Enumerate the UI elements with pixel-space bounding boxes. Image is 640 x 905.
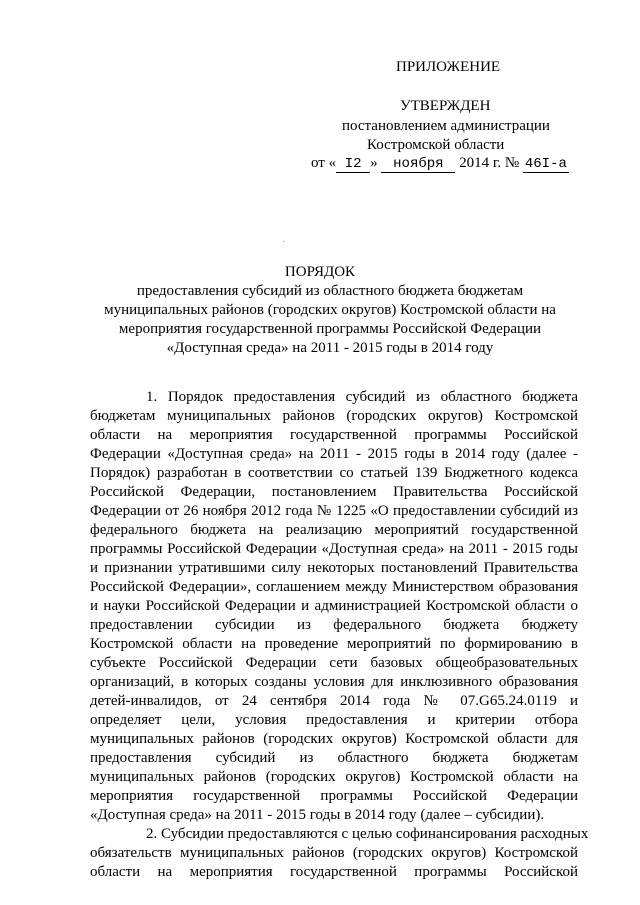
paragraph-line: федерального бюджета на реализацию мероприятий государственной bbox=[90, 522, 578, 538]
subtitle-line-1: предоставления субсидий из областного бюджета бюджетам bbox=[136, 283, 524, 299]
paragraph-line: муниципальных районов (городских округов) Костромской области для bbox=[90, 731, 578, 747]
paragraph-line: Федерации от 26 ноября 2012 года № 1225 «О предоставлении субсидий из bbox=[90, 503, 578, 519]
paragraph-line: области на мероприятия государственной программы Российской bbox=[90, 427, 578, 443]
paragraph-line: Российской Федерации, постановлением Правительства Российской bbox=[90, 484, 578, 500]
paragraph-line: «Доступная среда» на 2011 - 2015 годы в 2014 году (далее – субсидии). bbox=[90, 807, 545, 823]
paragraph-line: организаций, в которых созданы условия для инклюзивного образования bbox=[90, 674, 578, 690]
approval-line-2: Костромской области bbox=[367, 137, 505, 153]
paragraph-line: субъекте Российской Федерации сети базовых общеобразовательных bbox=[90, 655, 578, 671]
paragraph-line: 1. Порядок предоставления субсидий из областного бюджета bbox=[146, 389, 578, 405]
scan-speck bbox=[283, 241, 284, 242]
approval-line-1: постановлением администрации bbox=[342, 118, 550, 134]
paragraph-line: 2. Субсидии предоставляются с целью софинансирования расходных bbox=[146, 826, 589, 842]
paragraph-line: Федерации «Доступная среда» на 2011 - 2015 годы в 2014 году (далее - bbox=[90, 446, 578, 462]
document-title: ПОРЯДОК bbox=[284, 264, 356, 280]
date-prefix: от « bbox=[311, 155, 337, 171]
appendix-label: ПРИЛОЖЕНИЕ bbox=[396, 59, 501, 75]
paragraph-line: Российской Федерации», соглашением между Министерством образования bbox=[90, 579, 578, 595]
paragraph-1 bbox=[90, 388, 578, 825]
paragraph-line: мероприятия государственной программы Российской Федерации bbox=[90, 788, 578, 804]
subtitle-line-4: «Доступная среда» на 2011 - 2015 годы в 2014 году bbox=[166, 340, 494, 356]
date-mid: » bbox=[370, 155, 378, 171]
paragraph-line: бюджетам муниципальных районов (городских округов) Костромской bbox=[90, 408, 578, 424]
paragraph-2 bbox=[90, 825, 589, 882]
date-month: ноября bbox=[381, 156, 455, 173]
paragraph-line: определяет цели, условия предоставления и критерии отбора bbox=[90, 712, 578, 728]
paragraph-line: предоставлении субсидии из федерального бюджета бюджету bbox=[90, 617, 578, 633]
subtitle-line-3: мероприятия государственной программы Российской Федерации bbox=[118, 321, 542, 337]
paragraph-line: обязательств муниципальных районов (городских округов) Костромской bbox=[90, 845, 578, 861]
document-number: 46I-а bbox=[524, 156, 567, 172]
paragraph-line: Порядок) разработан в соответствии со статьей 139 Бюджетного кодекса bbox=[90, 465, 578, 481]
paragraph-line: муниципальных районов (городских округов) Костромской области на bbox=[90, 769, 578, 785]
date-day: I2 bbox=[336, 156, 370, 173]
paragraph-line: и признании утратившими силу некоторых постановлений Правительства bbox=[90, 560, 578, 576]
paragraph-line: области на мероприятия государственной программы Российской bbox=[90, 864, 578, 880]
date-year: 2014 г. № bbox=[459, 155, 520, 171]
paragraph-line: и науки Российской Федерации и администрацией Костромской области о bbox=[90, 598, 578, 614]
paragraph-line: Костромской области на проведение мероприятий по формированию в bbox=[90, 636, 578, 652]
approved-label: УТВЕРЖДЕН bbox=[400, 98, 491, 114]
paragraph-line: предоставления субсидий из областного бюджета бюджетам bbox=[90, 750, 578, 766]
paragraph-line: программы Российской Федерации «Доступная среда» на 2011 - 2015 годы bbox=[90, 541, 578, 557]
paragraph-line: детей-инвалидов, от 24 сентября 2014 года № 07.G65.24.0119 и bbox=[90, 693, 578, 709]
subtitle-line-2: муниципальных районов (городских округов) Костромской области на bbox=[104, 302, 556, 318]
approval-date-line bbox=[311, 154, 569, 173]
